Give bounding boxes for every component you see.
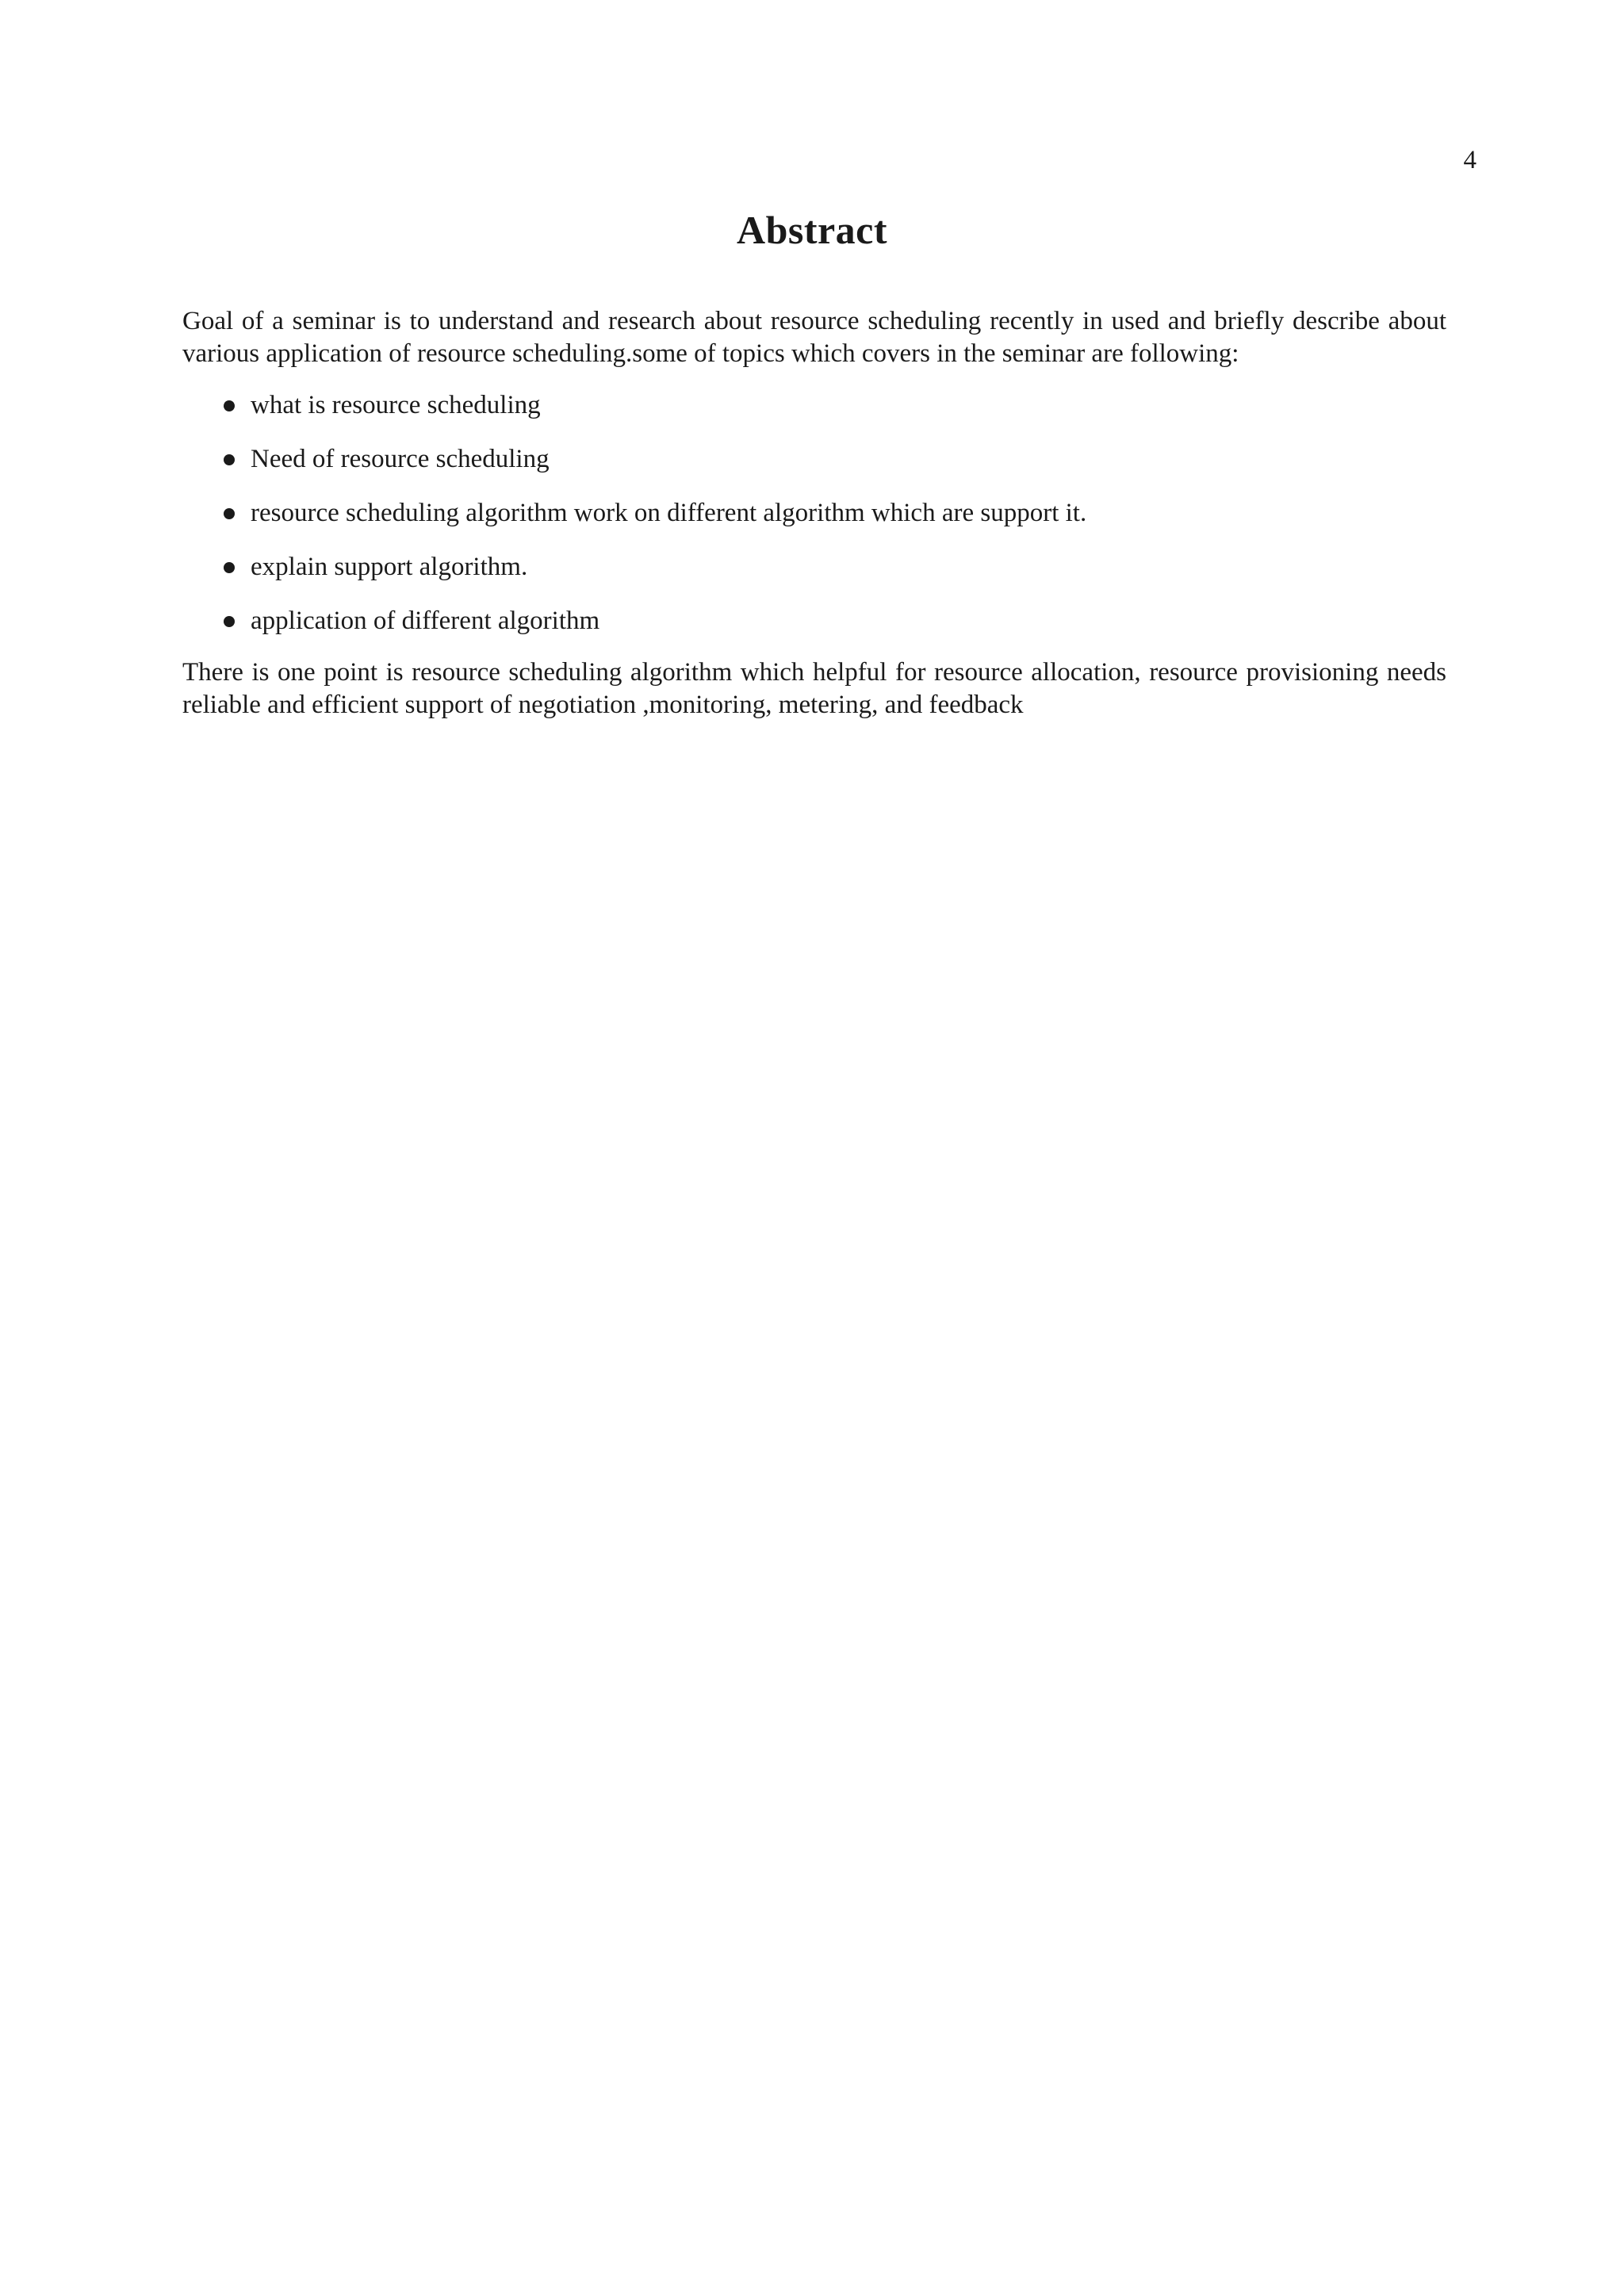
abstract-body [182, 305, 1446, 721]
list-item [182, 605, 1446, 637]
list-item-text: resource scheduling algorithm work on different algorithm which are support it. [251, 499, 1087, 527]
list-item [182, 497, 1446, 530]
list-item-text: Need of resource scheduling [251, 445, 550, 473]
topic-list [182, 389, 1446, 637]
list-item-text: application of different algorithm [251, 607, 600, 635]
page-number: 4 [1463, 146, 1477, 174]
list-item [182, 551, 1446, 584]
bullet-icon [224, 508, 235, 519]
closing-paragraph: There is one point is resource scheduling algorithm which helpful for resource allocation, resource provisioning needs reliable and efficient support of negotiation ,monitoring, metering, and feedback [182, 658, 1446, 719]
bullet-icon [224, 454, 235, 465]
list-item-text: what is resource scheduling [251, 391, 541, 419]
intro-paragraph: Goal of a seminar is to understand and research about resource scheduling recently in used and briefly describe about various application of resource scheduling.some of topics which covers in the seminar are following: [182, 307, 1446, 368]
list-item-text: explain support algorithm. [251, 553, 528, 581]
bullet-icon [224, 400, 235, 411]
list-item [182, 443, 1446, 476]
page-title: Abstract [736, 208, 888, 252]
bullet-icon [224, 616, 235, 627]
bullet-icon [224, 562, 235, 573]
list-item [182, 389, 1446, 422]
